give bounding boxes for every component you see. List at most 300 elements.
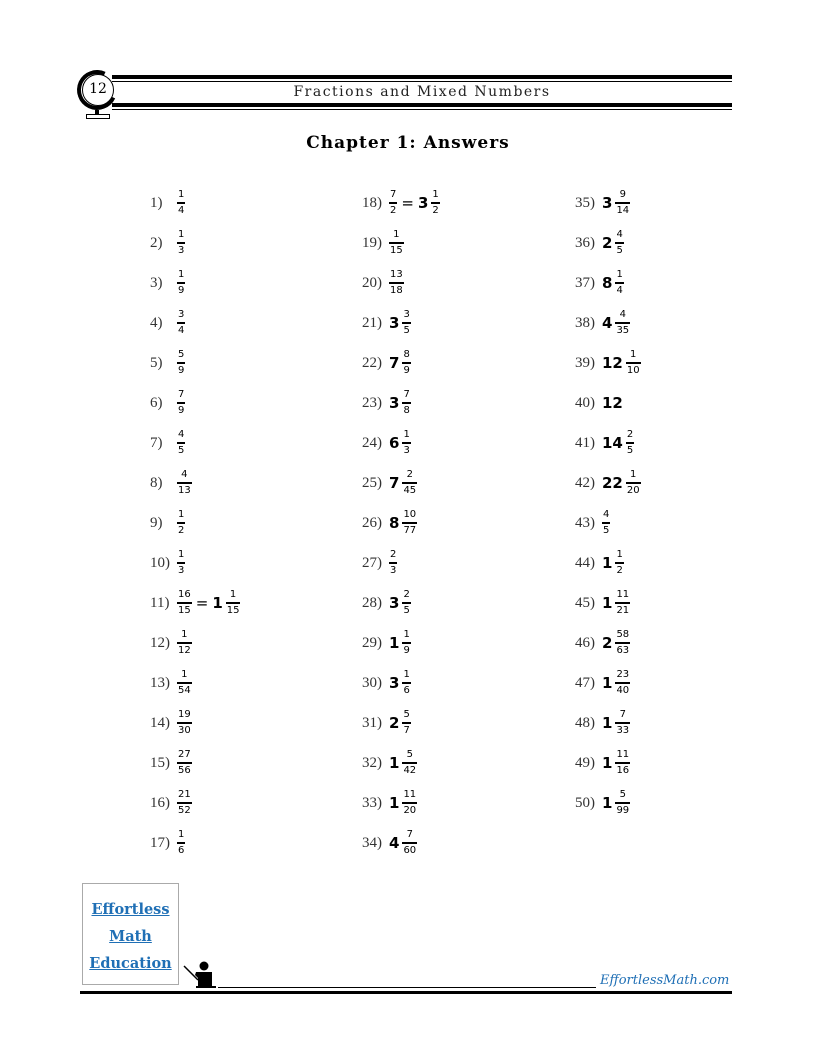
denominator: 4 [178, 325, 185, 336]
page-number-globe-icon [76, 70, 120, 114]
header-rule-bottom-thick [112, 103, 732, 107]
answer-number: 10) [150, 554, 170, 571]
fraction-bar [389, 242, 404, 244]
numerator: 23 [616, 669, 630, 680]
answer-number: 23) [362, 394, 382, 411]
answer-value [602, 270, 624, 296]
fraction-bar [626, 362, 641, 364]
fraction-bar [402, 722, 410, 724]
answer-item [575, 423, 641, 463]
denominator: 6 [403, 685, 410, 696]
fraction [626, 470, 641, 496]
answer-number: 1) [150, 194, 163, 211]
answer-number: 34) [362, 834, 382, 851]
numerator: 1 [178, 549, 185, 560]
answer-item [150, 303, 240, 343]
answer-number: 29) [362, 634, 382, 651]
answer-value [177, 430, 185, 456]
answer-item [362, 743, 440, 783]
answer-value [177, 590, 240, 616]
denominator: 2 [178, 525, 185, 536]
numerator: 7 [178, 389, 185, 400]
fraction-bar [402, 522, 417, 524]
answer-number: 38) [575, 314, 595, 331]
footer-website-link[interactable]: EffortlessMath.com [600, 973, 730, 988]
globe-base [86, 114, 110, 119]
whole-number: 2 [389, 714, 400, 732]
answer-value [177, 310, 185, 336]
fraction [177, 470, 192, 496]
whole-number: 3 [389, 314, 400, 332]
fraction [177, 710, 192, 736]
numerator: 2 [626, 429, 634, 440]
answer-number: 39) [575, 354, 595, 371]
fraction [615, 750, 630, 776]
header-rule-top-thick [112, 75, 732, 79]
answer-value [602, 350, 641, 376]
answer-item [150, 263, 240, 303]
answer-number: 11) [150, 594, 170, 611]
fraction [177, 590, 192, 616]
answer-number: 27) [362, 554, 382, 571]
answer-number: 4) [150, 314, 163, 331]
answer-value [602, 310, 630, 336]
answer-number: 48) [575, 714, 595, 731]
fraction [615, 190, 630, 216]
numerator: 1 [630, 349, 637, 360]
whole-number: 14 [602, 434, 623, 452]
fraction-bar [615, 602, 630, 604]
numerator: 3 [178, 309, 185, 320]
answer-number: 44) [575, 554, 595, 571]
answer-number: 9) [150, 514, 163, 531]
denominator: 14 [616, 205, 630, 216]
fraction [177, 310, 185, 336]
fraction [177, 190, 185, 216]
fraction-bar [402, 442, 410, 444]
numerator: 4 [619, 309, 626, 320]
answer-value [389, 670, 411, 696]
fraction [389, 550, 397, 576]
fraction [615, 630, 630, 656]
whole-number: 12 [602, 394, 623, 412]
numerator: 1 [630, 469, 637, 480]
fraction [177, 670, 192, 696]
whole-number: 1 [389, 794, 400, 812]
answer-item [575, 583, 641, 623]
answer-value [389, 190, 440, 216]
numerator: 1 [178, 189, 185, 200]
answer-item [362, 783, 440, 823]
fraction-bar [177, 602, 192, 604]
fraction [402, 670, 410, 696]
fraction-bar [615, 242, 623, 244]
answer-item [362, 463, 440, 503]
whole-number: 1 [602, 754, 613, 772]
answer-value [602, 710, 630, 736]
whole-number: 8 [389, 514, 400, 532]
fraction [402, 630, 410, 656]
numerator: 5 [178, 349, 185, 360]
fraction-bar [615, 682, 630, 684]
numerator: 58 [616, 629, 630, 640]
fraction [615, 550, 623, 576]
answer-item [150, 463, 240, 503]
fraction [626, 430, 634, 456]
fraction-bar [402, 482, 417, 484]
fraction [177, 750, 192, 776]
whole-number: 3 [389, 594, 400, 612]
answer-number: 6) [150, 394, 163, 411]
answer-value [389, 830, 417, 856]
fraction [626, 350, 641, 376]
denominator: 9 [403, 365, 410, 376]
answer-number: 45) [575, 594, 595, 611]
answer-number: 36) [575, 234, 595, 251]
denominator: 15 [226, 605, 240, 616]
whole-number: 1 [602, 714, 613, 732]
fraction-bar [402, 322, 410, 324]
whole-number: 3 [417, 194, 429, 212]
whole-number: 1 [602, 674, 613, 692]
fraction-bar [177, 282, 185, 284]
answer-number: 15) [150, 754, 170, 771]
denominator: 21 [616, 605, 630, 616]
fraction-bar [177, 402, 185, 404]
answer-value [389, 590, 411, 616]
answer-value [389, 470, 417, 496]
fraction [402, 750, 417, 776]
equals-sign: = [195, 594, 209, 612]
fraction-bar [389, 282, 404, 284]
answer-value [389, 350, 411, 376]
denominator: 6 [178, 845, 185, 856]
whole-number: 1 [602, 594, 613, 612]
chapter-title: Chapter 1: Answers [306, 133, 510, 153]
answer-number: 37) [575, 274, 595, 291]
answer-item [150, 743, 240, 783]
numerator: 11 [616, 749, 630, 760]
answer-item [575, 623, 641, 663]
denominator: 3 [178, 245, 185, 256]
answer-value [177, 750, 192, 776]
denominator: 9 [178, 365, 185, 376]
numerator: 11 [403, 789, 417, 800]
fraction [615, 230, 623, 256]
answer-value [602, 230, 624, 256]
answer-number: 22) [362, 354, 382, 371]
answer-item [362, 823, 440, 863]
fraction [389, 230, 404, 256]
answer-value [602, 790, 630, 816]
fraction [431, 190, 439, 216]
fraction-bar [402, 402, 410, 404]
whole-number: 4 [602, 314, 613, 332]
numerator: 2 [406, 469, 413, 480]
answers-column-1 [150, 183, 240, 863]
answer-value [177, 510, 185, 536]
numerator: 7 [403, 389, 410, 400]
whole-number: 12 [602, 354, 623, 372]
answer-item [362, 423, 440, 463]
denominator: 54 [178, 685, 191, 696]
denominator: 15 [390, 245, 403, 256]
numerator: 4 [603, 509, 610, 520]
answer-value [389, 510, 417, 536]
denominator: 52 [178, 805, 191, 816]
answer-item [362, 663, 440, 703]
denominator: 5 [603, 525, 610, 536]
fraction-bar [177, 682, 192, 684]
answer-item [362, 623, 440, 663]
answer-value [602, 510, 610, 536]
teacher-pointer-icon [182, 960, 218, 990]
equals-sign: = [401, 194, 414, 212]
fraction [177, 790, 192, 816]
whole-number: 2 [602, 234, 613, 252]
numerator: 1 [181, 629, 188, 640]
numerator: 5 [403, 709, 410, 720]
denominator: 20 [403, 805, 417, 816]
denominator: 5 [178, 445, 185, 456]
denominator: 33 [616, 725, 630, 736]
denominator: 5 [403, 605, 410, 616]
numerator: 19 [178, 709, 191, 720]
answer-item [150, 383, 240, 423]
fraction [177, 510, 185, 536]
answer-value [177, 790, 192, 816]
answer-number: 40) [575, 394, 595, 411]
fraction [615, 790, 630, 816]
fraction [402, 350, 410, 376]
numerator: 1 [403, 669, 410, 680]
answer-value [177, 550, 185, 576]
denominator: 3 [403, 445, 410, 456]
fraction [177, 430, 185, 456]
denominator: 5 [403, 325, 410, 336]
fraction [177, 390, 185, 416]
fraction-bar [402, 642, 410, 644]
answer-item [150, 543, 240, 583]
fraction [402, 310, 410, 336]
answer-number: 43) [575, 514, 595, 531]
denominator: 4 [178, 205, 185, 216]
answer-item [575, 743, 641, 783]
fraction-bar [177, 762, 192, 764]
effortless-math-logo[interactable] [82, 883, 179, 985]
answer-value [177, 190, 185, 216]
answer-number: 18) [362, 194, 382, 211]
answer-number: 2) [150, 234, 163, 251]
fraction-bar [389, 562, 397, 564]
answer-item [362, 503, 440, 543]
whole-number: 2 [602, 634, 613, 652]
denominator: 12 [178, 645, 191, 656]
answer-value [389, 430, 411, 456]
answer-number: 16) [150, 794, 170, 811]
answer-number: 32) [362, 754, 382, 771]
whole-number: 3 [389, 674, 400, 692]
fraction-bar [177, 722, 192, 724]
numerator: 2 [390, 549, 397, 560]
answer-number: 17) [150, 834, 170, 851]
fraction-bar [177, 802, 192, 804]
fraction [389, 270, 404, 296]
fraction [402, 430, 410, 456]
numerator: 2 [403, 589, 410, 600]
logo-line-3[interactable]: Education [89, 955, 172, 972]
fraction-bar [615, 562, 623, 564]
numerator: 1 [393, 229, 400, 240]
answer-number: 28) [362, 594, 382, 611]
answer-number: 49) [575, 754, 595, 771]
fraction [615, 590, 630, 616]
logo-line-2[interactable]: Math [109, 928, 152, 945]
header-rule-bottom-thin [112, 109, 732, 110]
page-header [76, 70, 732, 120]
answer-value [177, 350, 185, 376]
numerator: 4 [178, 429, 185, 440]
answer-number: 7) [150, 434, 163, 451]
whole-number: 3 [602, 194, 613, 212]
answer-value [602, 590, 630, 616]
answer-item [150, 583, 240, 623]
answer-value [389, 230, 404, 256]
answer-number: 25) [362, 474, 382, 491]
answer-item [362, 383, 440, 423]
whole-number: 1 [212, 594, 223, 612]
denominator: 99 [616, 805, 630, 816]
fraction-bar [615, 322, 630, 324]
denominator: 63 [616, 645, 630, 656]
answer-item [150, 503, 240, 543]
answer-item [575, 183, 641, 223]
answer-value [602, 430, 634, 456]
answer-item [362, 703, 440, 743]
fraction-bar [626, 482, 641, 484]
fraction-bar [615, 722, 630, 724]
answer-item [362, 583, 440, 623]
answer-item [150, 623, 240, 663]
fraction [389, 190, 397, 216]
fraction-bar [177, 442, 185, 444]
fraction [177, 270, 185, 296]
answer-value [389, 390, 411, 416]
answer-number: 35) [575, 194, 595, 211]
denominator: 56 [178, 765, 191, 776]
numerator: 1 [403, 429, 410, 440]
fraction-bar [177, 522, 185, 524]
numerator: 1 [616, 549, 623, 560]
whole-number: 1 [389, 754, 400, 772]
fraction-bar [226, 602, 241, 604]
fraction-bar [402, 802, 417, 804]
answer-value [177, 630, 192, 656]
fraction [615, 710, 630, 736]
fraction-bar [626, 442, 634, 444]
numerator: 1 [178, 229, 185, 240]
denominator: 4 [616, 285, 623, 296]
answer-value [389, 270, 404, 296]
numerator: 16 [178, 589, 191, 600]
whole-number: 7 [389, 474, 400, 492]
fraction-bar [177, 842, 185, 844]
whole-number: 1 [602, 794, 613, 812]
denominator: 40 [616, 685, 630, 696]
answer-number: 42) [575, 474, 595, 491]
answer-value [177, 830, 185, 856]
answer-value [177, 270, 185, 296]
answer-item [362, 223, 440, 263]
denominator: 9 [178, 285, 185, 296]
denominator: 5 [626, 445, 634, 456]
fraction [402, 790, 417, 816]
fraction-bar [177, 362, 185, 364]
fraction-bar [177, 242, 185, 244]
fraction [402, 590, 410, 616]
answer-number: 26) [362, 514, 382, 531]
answer-item [362, 303, 440, 343]
fraction [402, 510, 417, 536]
denominator: 2 [432, 205, 439, 216]
numerator: 5 [406, 749, 413, 760]
answer-value [389, 790, 417, 816]
numerator: 1 [178, 269, 185, 280]
answer-value [177, 230, 185, 256]
logo-line-1[interactable]: Effortless [91, 901, 170, 918]
denominator: 16 [616, 765, 630, 776]
denominator: 60 [403, 845, 417, 856]
answer-number: 33) [362, 794, 382, 811]
fraction [615, 670, 630, 696]
denominator: 2 [390, 205, 397, 216]
fraction-bar [177, 202, 185, 204]
answer-number: 47) [575, 674, 595, 691]
denominator: 7 [403, 725, 410, 736]
answers-column-3 [575, 183, 641, 823]
numerator: 7 [390, 189, 397, 200]
numerator: 1 [403, 629, 410, 640]
fraction [402, 710, 410, 736]
fraction [177, 550, 185, 576]
answer-value [389, 630, 411, 656]
fraction-bar [402, 362, 410, 364]
fraction [402, 470, 417, 496]
answer-item [575, 303, 641, 343]
answer-item [575, 343, 641, 383]
fraction-bar [402, 762, 417, 764]
answer-number: 41) [575, 434, 595, 451]
answer-item [362, 263, 440, 303]
denominator: 5 [616, 245, 623, 256]
denominator: 13 [178, 485, 191, 496]
answer-item [150, 423, 240, 463]
answer-item [575, 503, 641, 543]
answer-item [150, 823, 240, 863]
answer-value [389, 550, 397, 576]
fraction [177, 830, 185, 856]
fraction [177, 350, 185, 376]
answers-column-2 [362, 183, 440, 863]
numerator: 8 [403, 349, 410, 360]
answer-item [362, 543, 440, 583]
numerator: 1 [616, 269, 623, 280]
fraction-bar [177, 482, 192, 484]
answer-item [150, 183, 240, 223]
fraction-bar [177, 322, 185, 324]
fraction-bar [402, 842, 417, 844]
fraction [402, 830, 417, 856]
